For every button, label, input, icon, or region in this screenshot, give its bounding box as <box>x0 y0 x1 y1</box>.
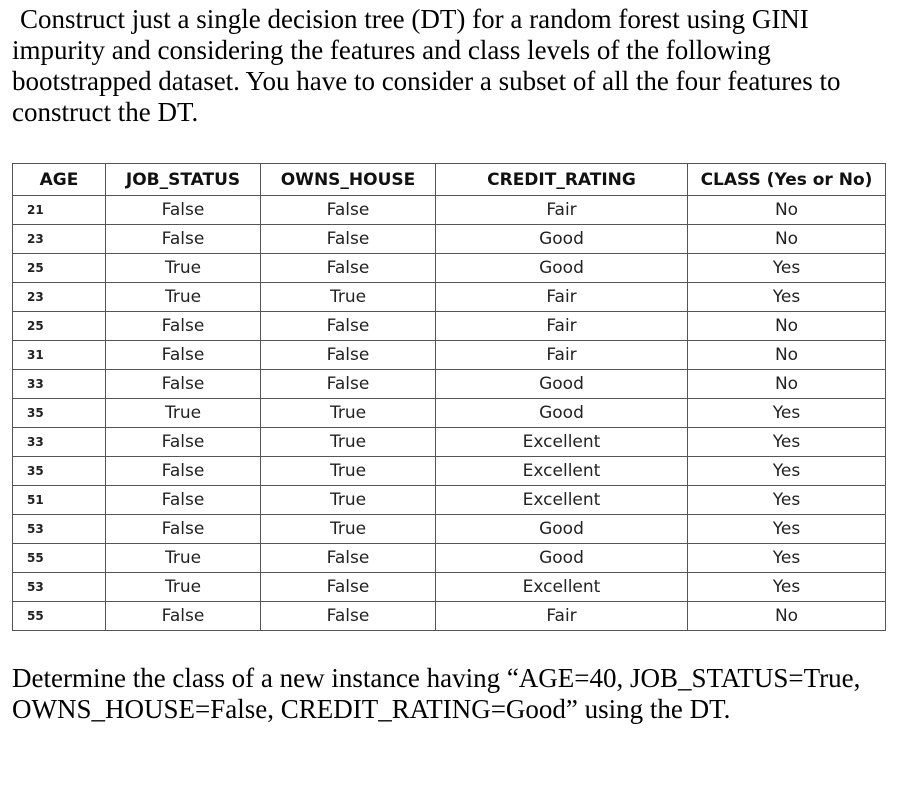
cell-credit-rating: Fair <box>436 602 688 631</box>
cell-owns-house: False <box>261 370 436 399</box>
cell-credit-rating: Good <box>436 370 688 399</box>
table-row <box>13 602 886 631</box>
cell-class: No <box>688 196 886 225</box>
cell-age: 35 <box>13 457 106 486</box>
cell-class: Yes <box>688 457 886 486</box>
cell-job-status: False <box>106 225 261 254</box>
cell-credit-rating: Fair <box>436 312 688 341</box>
table-row <box>13 254 886 283</box>
cell-credit-rating: Excellent <box>436 457 688 486</box>
cell-age: 23 <box>13 283 106 312</box>
cell-age: 55 <box>13 602 106 631</box>
question-text: Construct just a single decision tree (DT) for a random forest using GINI impurity and considering the features and class levels of the following bootstrapped dataset. You have to consider a subset of all the four features to construct the DT. <box>12 4 841 127</box>
cell-class: No <box>688 312 886 341</box>
cell-owns-house: True <box>261 428 436 457</box>
cell-owns-house: False <box>261 312 436 341</box>
cell-job-status: False <box>106 457 261 486</box>
header-owns-house: OWNS_HOUSE <box>261 164 436 196</box>
cell-job-status: True <box>106 283 261 312</box>
cell-age: 51 <box>13 486 106 515</box>
cell-age: 53 <box>13 515 106 544</box>
cell-credit-rating: Excellent <box>436 428 688 457</box>
table-row <box>13 457 886 486</box>
cell-credit-rating: Good <box>436 544 688 573</box>
followup-question-text: Determine the class of a new instance having “AGE=40, JOB_STATUS=True, OWNS_HOUSE=False, CREDIT_RATING=Good” using the DT. <box>12 663 861 724</box>
cell-credit-rating: Good <box>436 225 688 254</box>
cell-age: 21 <box>13 196 106 225</box>
cell-owns-house: True <box>261 399 436 428</box>
cell-job-status: False <box>106 312 261 341</box>
cell-owns-house: False <box>261 602 436 631</box>
cell-class: Yes <box>688 283 886 312</box>
table-body <box>13 196 886 631</box>
cell-job-status: True <box>106 254 261 283</box>
cell-credit-rating: Fair <box>436 283 688 312</box>
table-row <box>13 399 886 428</box>
cell-age: 33 <box>13 370 106 399</box>
cell-owns-house: True <box>261 486 436 515</box>
cell-class: Yes <box>688 399 886 428</box>
header-age: AGE <box>13 164 106 196</box>
cell-credit-rating: Good <box>436 515 688 544</box>
cell-class: Yes <box>688 573 886 602</box>
dataset-table-container <box>12 163 885 631</box>
header-class: CLASS (Yes or No) <box>688 164 886 196</box>
table-row <box>13 370 886 399</box>
header-credit-rating: CREDIT_RATING <box>436 164 688 196</box>
cell-class: Yes <box>688 428 886 457</box>
cell-owns-house: False <box>261 544 436 573</box>
cell-credit-rating: Good <box>436 399 688 428</box>
cell-owns-house: False <box>261 254 436 283</box>
cell-class: No <box>688 602 886 631</box>
cell-age: 35 <box>13 399 106 428</box>
cell-job-status: True <box>106 544 261 573</box>
cell-job-status: False <box>106 341 261 370</box>
cell-class: No <box>688 370 886 399</box>
cell-job-status: True <box>106 399 261 428</box>
cell-age: 33 <box>13 428 106 457</box>
dataset-table <box>12 163 886 631</box>
cell-job-status: False <box>106 196 261 225</box>
cell-class: Yes <box>688 544 886 573</box>
cell-job-status: False <box>106 515 261 544</box>
table-header-row <box>13 164 886 196</box>
cell-class: Yes <box>688 486 886 515</box>
table-row <box>13 312 886 341</box>
header-job-status: JOB_STATUS <box>106 164 261 196</box>
cell-class: Yes <box>688 254 886 283</box>
table-row <box>13 341 886 370</box>
table-row <box>13 196 886 225</box>
cell-class: No <box>688 341 886 370</box>
table-row <box>13 283 886 312</box>
cell-job-status: False <box>106 428 261 457</box>
cell-credit-rating: Fair <box>436 196 688 225</box>
cell-age: 31 <box>13 341 106 370</box>
cell-job-status: False <box>106 370 261 399</box>
table-row <box>13 544 886 573</box>
cell-age: 53 <box>13 573 106 602</box>
cell-credit-rating: Good <box>436 254 688 283</box>
cell-owns-house: True <box>261 457 436 486</box>
cell-age: 23 <box>13 225 106 254</box>
table-row <box>13 515 886 544</box>
cell-job-status: False <box>106 486 261 515</box>
cell-job-status: True <box>106 573 261 602</box>
cell-owns-house: False <box>261 341 436 370</box>
cell-owns-house: True <box>261 515 436 544</box>
table-row <box>13 428 886 457</box>
table-row <box>13 225 886 254</box>
table-row <box>13 573 886 602</box>
cell-owns-house: True <box>261 283 436 312</box>
cell-credit-rating: Excellent <box>436 486 688 515</box>
cell-owns-house: False <box>261 225 436 254</box>
cell-credit-rating: Fair <box>436 341 688 370</box>
cell-job-status: False <box>106 602 261 631</box>
cell-credit-rating: Excellent <box>436 573 688 602</box>
cell-owns-house: False <box>261 196 436 225</box>
cell-age: 55 <box>13 544 106 573</box>
table-row <box>13 486 886 515</box>
cell-class: No <box>688 225 886 254</box>
cell-owns-house: False <box>261 573 436 602</box>
cell-age: 25 <box>13 254 106 283</box>
cell-age: 25 <box>13 312 106 341</box>
cell-class: Yes <box>688 515 886 544</box>
